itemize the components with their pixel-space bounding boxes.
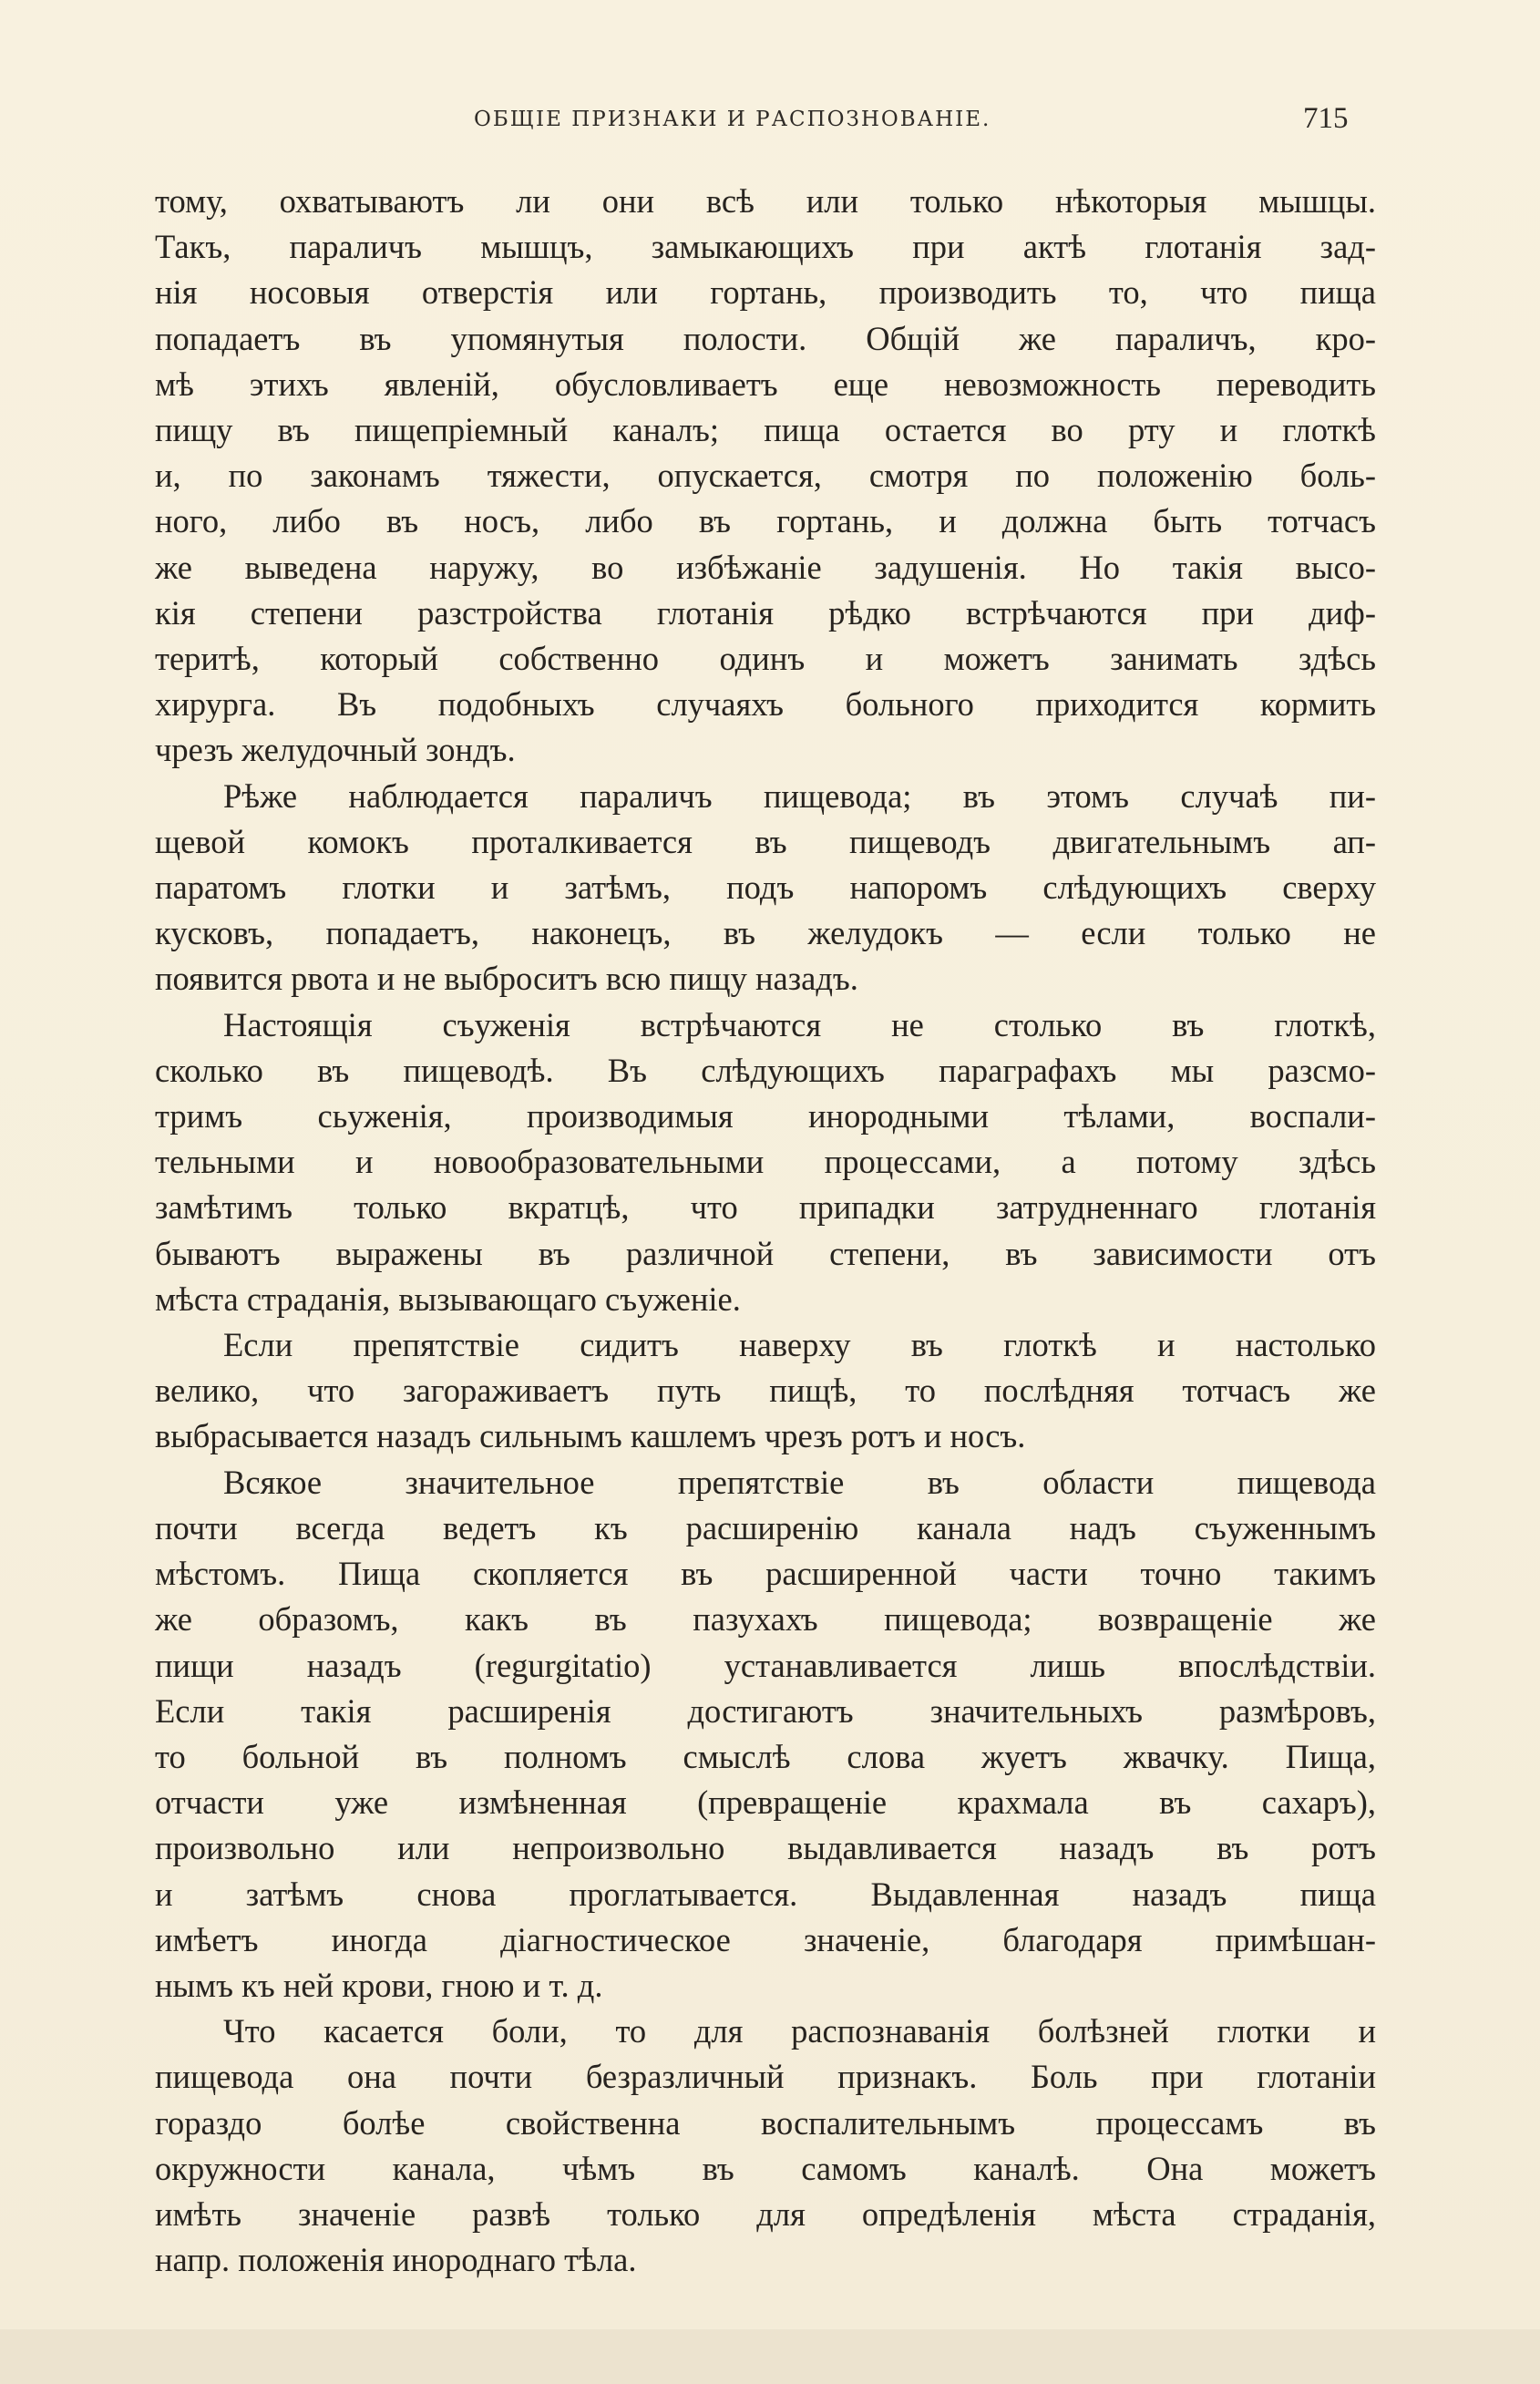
text-line: окружности канала, чѣмъ въ самомъ каналѣ. Она можетъ xyxy=(155,2149,1376,2187)
paragraph-6 xyxy=(155,2009,1376,2283)
body-text xyxy=(155,179,1376,2283)
text-line: нія носовыя отверстія или гортань, производить то, что пища xyxy=(155,273,1376,312)
text-line: щевой комокъ проталкивается въ пищеводъ двигательнымъ ап- xyxy=(155,822,1376,860)
text-line: ного, либо въ носъ, либо въ гортань, и должна быть тотчасъ xyxy=(155,502,1376,540)
text-line: и затѣмъ снова проглатывается. Выдавленная назадъ пища xyxy=(155,1875,1376,1913)
text-line: паратомъ глотки и затѣмъ, подъ напоромъ слѣдующихъ сверху xyxy=(155,868,1376,907)
text-line: выбрасывается назадъ сильнымъ кашлемъ чрезъ ротъ и носъ. xyxy=(155,1417,1026,1455)
text-line: чрезъ желудочный зондъ. xyxy=(155,731,516,769)
text-line: кія степени разстройства глотанія рѣдко встрѣчаются при диф- xyxy=(155,593,1376,632)
text-line: мѣстомъ. Пища скопляется въ расширенной части точно такимъ xyxy=(155,1555,1376,1593)
text-line: отчасти уже измѣненная (превращеніе крахмала въ сахаръ), xyxy=(155,1783,1376,1822)
text-line: имѣть значеніе развѣ только для опредѣленія мѣста страданія, xyxy=(155,2194,1376,2233)
running-head: ОБЩІЕ ПРИЗНАКИ И РАСПОЗНОВАНІЕ. xyxy=(474,108,991,131)
text-line: появится рвота и не выброситъ всю пищу назадъ. xyxy=(155,960,858,998)
text-line: нымъ къ ней крови, гною и т. д. xyxy=(155,1966,603,2004)
page-bottom-edge xyxy=(0,2329,1540,2384)
text-line: теритѣ, который собственно одинъ и можетъ занимать здѣсь xyxy=(155,640,1376,678)
text-line: хирурга. Въ подобныхъ случаяхъ больного приходится кормить xyxy=(155,685,1376,724)
page-number: 715 xyxy=(1303,102,1349,135)
text-line: замѣтимъ только вкратцѣ, что припадки затрудненнаго глотанія xyxy=(155,1188,1376,1227)
text-line: велико, что загораживаетъ путь пищѣ, то послѣдняя тотчасъ же xyxy=(155,1372,1376,1410)
paragraph-3 xyxy=(155,1002,1376,1322)
text-line: мѣста страданія, вызывающаго съуженіе. xyxy=(155,1279,741,1318)
text-line: сколько въ пищеводѣ. Въ слѣдующихъ параграфахъ мы разсмо- xyxy=(155,1051,1376,1089)
text-line: и, по законамъ тяжести, опускается, смотря по положенію боль- xyxy=(155,457,1376,495)
text-line: почти всегда ведетъ къ расширенію канала надъ съуженнымъ xyxy=(155,1508,1376,1547)
text-line: произвольно или непроизвольно выдавливается назадъ въ ротъ xyxy=(155,1829,1376,1867)
text-line: бываютъ выражены въ различной степени, въ зависимости отъ xyxy=(155,1234,1376,1272)
text-line: попадаетъ въ упомянутыя полости. Общій же параличъ, кро- xyxy=(155,319,1376,357)
text-line: Рѣже наблюдается параличъ пищевода; въ этомъ случаѣ пи- xyxy=(223,776,1376,815)
text-line: Всякое значительное препятствіе въ области пищевода xyxy=(223,1463,1376,1501)
text-line: тельными и новообразовательными процессами, а потому здѣсь xyxy=(155,1143,1376,1181)
paragraph-5 xyxy=(155,1460,1376,2009)
text-line: мѣ этихъ явленій, обусловливаетъ еще невозможность переводить xyxy=(155,365,1376,403)
text-line: же выведена наружу, во избѣжаніе задушенія. Но такія высо- xyxy=(155,548,1376,586)
text-line: Если такія расширенія достигаютъ значительныхъ размѣровъ, xyxy=(155,1691,1376,1730)
paragraph-2 xyxy=(155,774,1376,1002)
text-line: пищи назадъ (regurgitatio) устанавливается лишь впослѣдствіи. xyxy=(155,1646,1376,1684)
text-line: Если препятствіе сидитъ наверху въ глоткѣ и настолько xyxy=(223,1326,1376,1364)
text-line: же образомъ, какъ въ пазухахъ пищевода; возвращеніе же xyxy=(155,1600,1376,1639)
text-line: напр. положенія инороднаго тѣла. xyxy=(155,2241,637,2279)
paragraph-4 xyxy=(155,1322,1376,1460)
text-line: Настоящія съуженія встрѣчаются не столько въ глоткѣ, xyxy=(223,1005,1376,1043)
text-line: кусковъ, попадаетъ, наконецъ, въ желудокъ — если только не xyxy=(155,914,1376,952)
text-line: то больной въ полномъ смыслѣ слова жуетъ жвачку. Пища, xyxy=(155,1737,1376,1775)
text-line: Такъ, параличъ мышцъ, замыкающихъ при актѣ глотанія зад- xyxy=(155,228,1376,266)
text-line: имѣетъ иногда діагностическое значеніе, благодаря примѣшан- xyxy=(155,1920,1376,1958)
text-line: пищу въ пищепріемный каналъ; пища остается во рту и глоткѣ xyxy=(155,411,1376,449)
text-line: тому, охватываютъ ли они всѣ или только нѣкоторыя мышцы. xyxy=(155,182,1376,220)
text-line: Что касается боли, то для распознаванія болѣзней глотки и xyxy=(223,2012,1376,2050)
text-line: пищевода она почти безразличный признакъ. Боль при глотаніи xyxy=(155,2058,1376,2096)
paragraph-1 xyxy=(155,179,1376,774)
text-line: гораздо болѣе свойственна воспалительнымъ процессамъ въ xyxy=(155,2103,1376,2142)
text-line: тримъ сьуженія, производимыя инородными тѣлами, воспали- xyxy=(155,1097,1376,1135)
